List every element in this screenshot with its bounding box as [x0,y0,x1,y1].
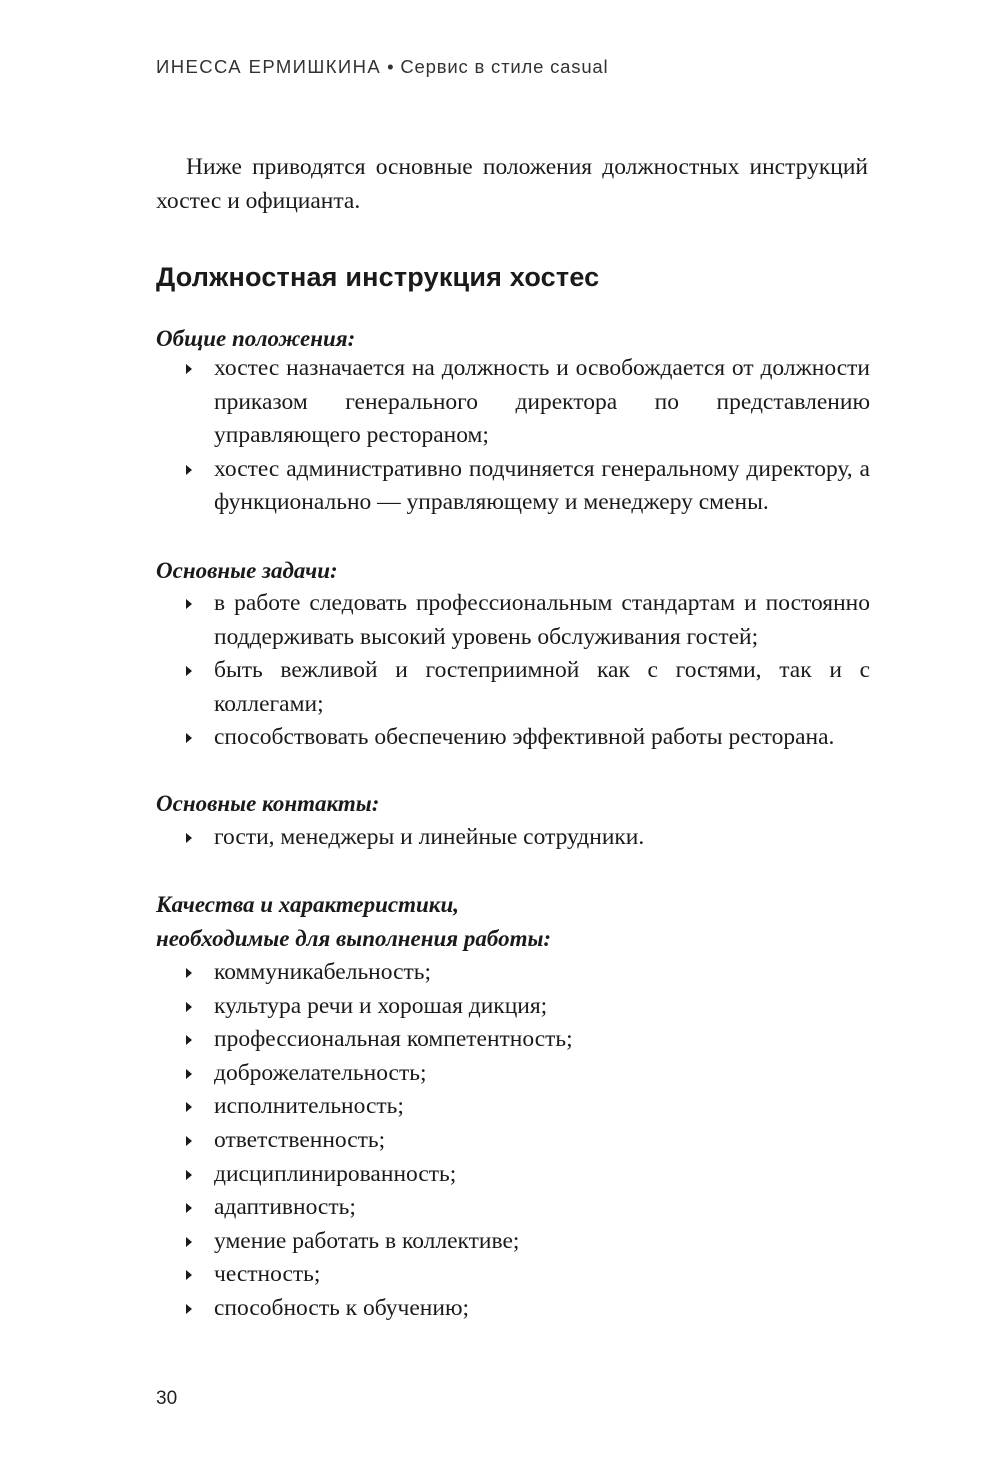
running-head [156,56,876,78]
bullet-icon [186,1203,192,1213]
list-item [186,453,870,520]
list-item [186,990,870,1024]
list-item-text: честность; [214,1261,321,1288]
bullet-icon [186,1270,192,1280]
bullet-icon [186,666,192,676]
section-title-tasks: Основные задачи: [156,558,338,583]
list-item-text: доброжелательность; [214,1059,427,1086]
running-head-separator: • [387,56,395,77]
list-general [186,352,870,520]
bullet-icon [186,1035,192,1045]
bullet-icon [186,364,192,374]
bullet-icon [186,465,192,475]
running-head-book-title: Сервис в стиле casual [400,56,609,77]
list-item [186,1191,870,1225]
intro-paragraph: Ниже приводятся основные положения должностных инструкций хостес и официанта. [156,154,868,214]
list-item-text: способствовать обеспечению эффективной работы ресторана. [214,724,835,751]
list-item [186,1225,870,1259]
list-item-text: способность к обучению; [214,1294,470,1321]
list-item-text: хостес административно подчиняется генеральному директору, а функционально — управляющему и менеджеру смены. [214,455,870,516]
bullet-icon [186,599,192,609]
list-item [186,821,870,855]
list-item [186,587,870,654]
list-item [186,1124,870,1158]
list-item [186,654,870,721]
section-title-general: Общие положения: [156,326,356,351]
section-heading: Должностная инструкция хостес [156,262,600,292]
list-item-text: хостес назначается на должность и освобождается от должности приказом генерального директора по представлению управляющего рестораном; [214,355,870,449]
bullet-icon [186,1102,192,1112]
section-title-qualities-line1: Качества и характеристики, [156,892,460,917]
list-item-text: профессиональная компетентность; [214,1026,573,1053]
list-item [186,1158,870,1192]
section-title-contacts: Основные контакты: [156,791,380,816]
section-title-qualities [156,888,551,956]
bullet-icon [186,1304,192,1314]
list-item-text: умение работать в коллективе; [214,1227,520,1254]
bullet-icon [186,968,192,978]
list-item [186,352,870,453]
list-item-text: гости, менеджеры и линейные сотрудники. [214,824,645,850]
bullet-icon [186,1170,192,1180]
list-item-text: культура речи и хорошая дикция; [214,992,548,1019]
list-item [186,1023,870,1057]
list-item [186,1090,870,1124]
bullet-icon [186,1002,192,1012]
list-item [186,1258,870,1292]
list-item-text: исполнительность; [214,1093,404,1120]
list-contacts [186,821,870,855]
page-number: 30 [156,1388,178,1409]
bullet-icon [186,733,192,743]
list-item [186,1292,870,1326]
list-item-text: ответственность; [214,1126,386,1153]
running-head-author: ИНЕССА ЕРМИШКИНА [156,56,382,77]
list-qualities [186,956,870,1326]
list-item [186,1057,870,1091]
list-item [186,956,870,990]
list-item-text: коммуникабельность; [214,959,432,985]
list-item-text: быть вежливой и гостеприимной как с гостями, так и с коллегами; [214,657,870,717]
list-item [186,721,870,755]
list-item-text: в работе следовать профессиональным стандартам и постоянно поддерживать высокий уровень обслуживания гостей; [214,590,870,650]
section-title-qualities-line2: необходимые для выполнения работы: [156,926,552,951]
bullet-icon [186,1136,192,1146]
bullet-icon [186,1237,192,1247]
list-item-text: адаптивность; [214,1194,356,1221]
list-item-text: дисциплинированность; [214,1160,457,1187]
bullet-icon [186,1069,192,1079]
bullet-icon [186,833,192,843]
list-tasks [186,587,870,755]
